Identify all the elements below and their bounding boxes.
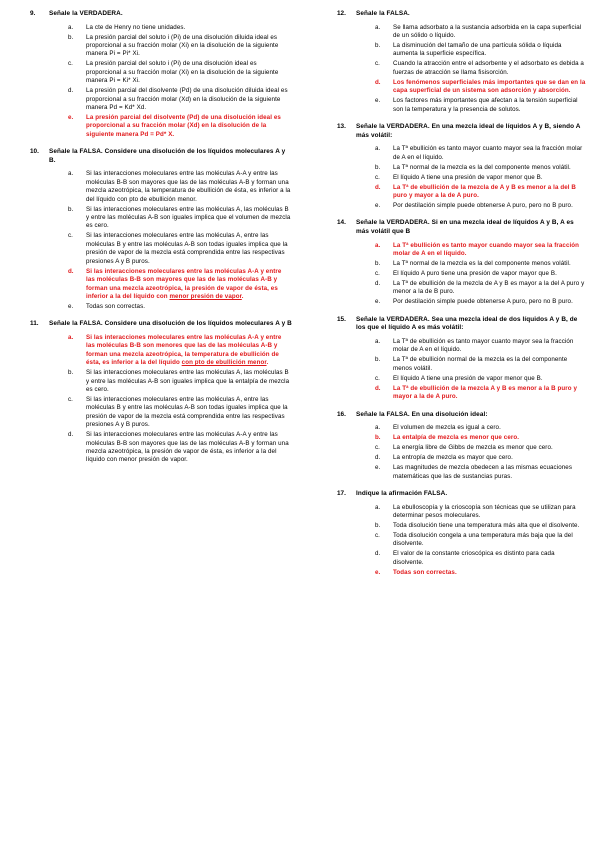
question-stem-row	[337, 123, 587, 140]
option-text-main: La Tª ebullición es tanto mayor cuando mayor sea la fracción molar de A en el líquido.	[393, 241, 580, 258]
answer-option	[337, 24, 587, 41]
option-text	[393, 280, 587, 297]
option-text	[86, 334, 292, 368]
option-text-main: La Tª de ebullición de la mezcla A y B es menor a la B puro y mayor a la de A puro.	[393, 384, 577, 401]
option-text-underlined: con pto de ebullición menor	[181, 359, 267, 367]
option-text	[393, 79, 587, 96]
option-text	[393, 260, 587, 268]
option-letter: e.	[375, 298, 381, 306]
option-text	[393, 164, 587, 172]
option-text	[393, 434, 587, 442]
answer-option	[337, 550, 587, 567]
answer-option-highlighted	[30, 114, 292, 139]
option-text	[393, 338, 587, 355]
option-text-main: La entropía de mezcla es mayor que cero.	[393, 454, 513, 462]
answer-option	[337, 464, 587, 481]
option-text	[393, 532, 587, 549]
option-text-main: El líquido A tiene una presión de vapor menor que B.	[393, 374, 543, 382]
answer-option	[30, 232, 292, 266]
question-stem-row	[337, 490, 587, 499]
option-text-main: La Tª de ebullición de la mezcla de A y B es menor a la del B puro y mayor a la de A puro.	[393, 183, 576, 200]
question-number: 12.	[337, 10, 346, 17]
question-stem-row	[337, 10, 587, 19]
option-letter: a.	[375, 241, 381, 249]
option-letter: a.	[375, 424, 381, 432]
option-text-main: Si las interacciones moleculares entre las moléculas A, las moléculas B y entre las moléculas A-B son iguales implica que la entalpía de mezcla es cero.	[86, 369, 290, 393]
option-text	[393, 522, 587, 530]
option-text	[393, 454, 587, 462]
option-letter: d.	[375, 183, 381, 191]
answer-option	[30, 24, 292, 32]
answer-option	[30, 206, 292, 231]
option-text	[86, 34, 292, 59]
option-text	[393, 184, 587, 201]
option-letter: c.	[375, 270, 380, 278]
option-text	[393, 270, 587, 278]
question-stem: Señale la FALSA.	[356, 10, 410, 17]
question-stem-row	[337, 411, 587, 420]
option-letter: d.	[375, 78, 381, 86]
option-text	[393, 298, 587, 306]
answer-option	[337, 270, 587, 278]
answer-option	[337, 145, 587, 162]
answer-option-highlighted	[337, 385, 587, 402]
option-text	[393, 174, 587, 182]
answer-option	[337, 97, 587, 114]
option-text-main: El valor de la constante crioscópica es distinto para cada disolvente.	[393, 550, 555, 566]
option-letter: c.	[375, 173, 380, 181]
option-letter: d.	[375, 280, 381, 288]
answer-option	[337, 356, 587, 373]
answer-option-highlighted	[30, 268, 292, 302]
answer-option	[337, 298, 587, 306]
option-letter: b.	[375, 260, 381, 268]
option-letter: b.	[375, 434, 381, 442]
question-block	[337, 316, 587, 402]
answer-option	[30, 369, 292, 394]
option-text-main: La presión parcial del soluto i (Pi) de una disolución diluida ideal es proporcional a su fracción molar (Xi) en la disolución de la siguiente manera Pi = Pi* Xi.	[86, 33, 279, 58]
question-number: 13.	[337, 123, 346, 131]
option-letter: b.	[68, 33, 74, 41]
answer-option	[337, 504, 587, 521]
answer-option-highlighted	[337, 434, 587, 442]
option-text-main: Si las interacciones moleculares entre las moléculas A-A y entre las moléculas B-B son mayores que las de las moléculas A-B y forman una mezcla azeotrópica, la presión de vapor de ésta, es inferior a la del líquido con	[86, 267, 282, 300]
option-text-main: La Tª normal de la mezcla es la del componente menos volátil.	[393, 163, 571, 171]
question-stem: Señale la VERDADERA. En una mezcla ideal de líquidos A y B, siendo A más volátil:	[356, 123, 581, 139]
answer-option	[337, 164, 587, 172]
option-text	[86, 431, 292, 465]
answer-option	[337, 444, 587, 452]
answer-option	[337, 174, 587, 182]
option-letter: d.	[68, 87, 74, 95]
option-text-main: La presión parcial del soluto i (Pi) de una disolución ideal es proporcional a su fracción molar (Xi) en la disolución de la siguiente manera Pi = Ki* Xi.	[86, 60, 279, 85]
option-text	[86, 114, 292, 139]
option-text	[86, 396, 292, 430]
question-number: 9.	[30, 10, 36, 17]
question-block	[30, 320, 292, 464]
answer-option	[337, 375, 587, 383]
question-block	[30, 148, 292, 311]
option-letter: e.	[375, 568, 381, 576]
answer-option	[337, 338, 587, 355]
option-letter: c.	[68, 395, 73, 403]
option-text-main: La Tª de ebullición es tanto mayor cuanto mayor sea la fracción molar de A en el líquido.	[393, 338, 574, 354]
option-letter: d.	[375, 550, 381, 558]
option-text	[86, 232, 292, 266]
option-text-main: La presión parcial del disolvente (Pd) de una disolución ideal es proporcional a su fracción molar (Xd) en la disolución de la siguiente manera Pd = Pd* X.	[86, 114, 281, 138]
answer-option	[30, 170, 292, 204]
option-text-main: La Tª ebullición es tanto mayor cuanto mayor sea la fracción molar de A en el líquido.	[393, 145, 583, 161]
option-text-main: La energía libre de Gibbs de mezcla es menor que cero.	[393, 444, 553, 452]
option-letter: a.	[375, 23, 381, 31]
option-letter: e.	[68, 302, 74, 310]
answer-option-highlighted	[337, 79, 587, 96]
option-letter: a.	[375, 145, 381, 153]
option-letter: c.	[375, 60, 380, 68]
question-block	[337, 490, 587, 577]
right-column	[337, 10, 587, 586]
option-text	[393, 569, 587, 577]
option-text-main: La presión parcial del disolvente (Pd) de una disolución diluida ideal es proporcional a su fracción molar (Xd) en la disolución de la siguiente manera Pd = Kd* Xd.	[86, 87, 288, 112]
option-text-main: Toda disolución tiene una temperatura más alta que el disolvente.	[393, 522, 580, 530]
answer-option	[30, 34, 292, 59]
question-number: 10.	[30, 148, 39, 156]
option-text-main: El líquido A tiene una presión de vapor menor que B.	[393, 173, 543, 181]
answer-option	[337, 280, 587, 297]
option-text	[393, 385, 587, 402]
option-text-main: La disminución del tamaño de una partícula sólida o líquida aumenta la superficie específica.	[393, 42, 562, 58]
answer-option	[337, 522, 587, 530]
option-text	[393, 202, 587, 210]
option-text-main: El líquido A puro tiene una presión de vapor mayor que B.	[393, 270, 557, 278]
option-text-main: Cuando la atracción entre el adsorbente y el adsorbato es debida a fuerzas de atracción se llama fisisorción.	[393, 60, 584, 76]
option-text-main: Toda disolución congela a una temperatura más baja que la del disolvente.	[393, 532, 573, 548]
option-text	[86, 170, 292, 204]
answer-option	[30, 303, 292, 311]
option-text-main: Todas son correctas.	[393, 568, 457, 576]
question-block	[30, 10, 292, 139]
option-text	[393, 97, 587, 114]
option-text-main: La Tª de ebullición de la mezcla de A y B es mayor a la del A puro y menor a la de B puro.	[393, 280, 585, 296]
option-text	[393, 42, 587, 59]
option-letter: a.	[375, 503, 381, 511]
option-text	[86, 206, 292, 231]
option-text-end: .	[266, 359, 269, 367]
option-letter: a.	[375, 338, 381, 346]
option-text	[393, 375, 587, 383]
option-text-main: Si las interacciones moleculares entre las moléculas A-A y entre las moléculas B-B son menores que las de las moléculas A-B y forman una mezcla azeotrópica, la temperatura de ebullición de ésta, es inferior a la del líquido	[86, 333, 282, 367]
question-stem-row	[337, 219, 587, 236]
answer-option-highlighted	[337, 184, 587, 201]
answer-option	[337, 454, 587, 462]
answer-option	[30, 60, 292, 85]
option-text-main: La ebulloscopía y la crioscopía son técnicas que se utilizan para determinar pesos moleculares.	[393, 503, 576, 520]
option-letter: c.	[68, 232, 73, 240]
option-text	[86, 369, 292, 394]
option-text	[393, 356, 587, 373]
left-column	[30, 10, 292, 474]
question-stem-row	[30, 10, 292, 19]
answer-option-highlighted	[337, 242, 587, 259]
option-letter: b.	[375, 522, 381, 530]
option-text	[86, 303, 292, 311]
option-letter: d.	[375, 384, 381, 392]
option-text-main: Por destilación simple puede obtenerse A puro, pero no B puro.	[393, 202, 573, 210]
option-letter: e.	[375, 464, 381, 472]
option-text-underlined: menor presión de vapor	[169, 292, 242, 300]
option-text	[393, 60, 587, 77]
option-text	[393, 424, 587, 432]
question-number: 14.	[337, 219, 346, 227]
question-stem-row	[30, 148, 292, 165]
option-text	[393, 24, 587, 41]
option-text-main: El volumen de mezcla es igual a cero.	[393, 424, 501, 432]
answer-option	[337, 202, 587, 210]
option-letter: e.	[375, 202, 381, 210]
option-letter: b.	[375, 356, 381, 364]
answer-option-highlighted	[337, 569, 587, 577]
option-text	[393, 242, 587, 259]
option-text-main: Las magnitudes de mezcla obedecen a las mismas ecuaciones matemáticas que las de sustancias puras.	[393, 464, 573, 480]
option-text-main: Los fenómenos superficiales más importantes que se dan en la capa superficial de un sistema son adsorción y absorción.	[393, 78, 586, 95]
option-text	[393, 504, 587, 521]
option-letter: c.	[375, 444, 380, 452]
option-text-main: Si las interacciones moleculares entre las moléculas A, entre las moléculas B y entre las moléculas A-B son todas iguales implica que la presión de vapor de la mezcla está comprendida entre las respectivas presiones A y B puros.	[86, 232, 288, 265]
option-letter: d.	[68, 267, 74, 275]
question-stem: Señale la FALSA. En una disolución ideal:	[356, 410, 488, 418]
option-text-main: La entalpía de mezcla es menor que cero.	[393, 434, 520, 442]
question-stem: Señale la FALSA. Considere una disolución de los líquidos moleculares A y B	[49, 320, 292, 328]
option-letter: a.	[68, 170, 74, 178]
option-letter: c.	[375, 374, 380, 382]
option-text-main: La Tª normal de la mezcla es la del componente menos volátil.	[393, 260, 571, 268]
option-text-main: Si las interacciones moleculares entre las moléculas A, las moléculas B y entre las moléculas A-B son iguales implica que el volumen de mezcla es cero.	[86, 205, 291, 230]
option-text-main: La Tª de ebullición normal de la mezcla es la del componente menos volátil.	[393, 356, 568, 372]
answer-option	[30, 87, 292, 112]
option-text	[393, 444, 587, 452]
option-text-main: La cte de Henry no tiene unidades.	[86, 23, 186, 31]
option-text-main: Todas son correctas.	[86, 302, 146, 310]
answer-option	[337, 42, 587, 59]
question-number: 16.	[337, 410, 346, 418]
option-text	[393, 550, 587, 567]
question-block	[337, 219, 587, 306]
question-stem: Señale la VERDADERA.	[49, 10, 123, 17]
answer-option	[30, 431, 292, 465]
question-stem: Señale la FALSA. Considere una disolución de los líquidos moleculares A y B.	[49, 148, 286, 164]
option-text-main: Si las interacciones moleculares entre las moléculas A, entre las moléculas B y entre las moléculas A-B son todas iguales implica que la presión de vapor de la mezcla está comprendida entre las respectivas presiones A y B puros.	[86, 395, 288, 429]
option-letter: c.	[375, 532, 380, 540]
option-letter: b.	[375, 42, 381, 49]
option-text-main: Los factores más importantes que afectan a la tensión superficial son la temperatura y la presencia de solutos.	[393, 97, 578, 113]
option-letter: c.	[68, 60, 73, 68]
question-block	[337, 123, 587, 210]
option-text	[86, 60, 292, 85]
option-text	[86, 24, 292, 32]
question-stem: Indique la afirmación FALSA.	[356, 490, 448, 498]
question-block	[337, 411, 587, 481]
question-stem: Señale la VERDADERA. Si en una mezcla ideal de líquidos A y B, A es más volátil que B	[356, 219, 574, 236]
answer-option-highlighted	[30, 334, 292, 368]
answer-option	[30, 396, 292, 430]
option-letter: e.	[375, 97, 381, 105]
option-letter: b.	[375, 163, 381, 171]
option-text	[86, 87, 292, 112]
answer-option	[337, 60, 587, 77]
question-stem: Señale la VERDADERA. Sea una mezcla ideal de dos líquidos A y B, de los que el líquido A es más volátil:	[356, 315, 578, 332]
answer-option	[337, 532, 587, 549]
answer-option	[337, 260, 587, 268]
question-number: 11.	[30, 320, 39, 328]
question-number: 17.	[337, 490, 346, 498]
question-stem-row	[30, 320, 292, 329]
option-text-main: Se llama adsorbato a la sustancia adsorbida en la capa superficial de un sólido o líquido.	[393, 23, 582, 39]
option-letter: d.	[68, 431, 74, 439]
option-text	[86, 268, 292, 302]
question-block	[337, 10, 587, 114]
option-text	[393, 464, 587, 481]
question-number: 15.	[337, 315, 346, 323]
question-stem-row	[337, 316, 587, 333]
option-letter: a.	[68, 23, 74, 31]
option-letter: d.	[375, 454, 381, 462]
option-letter: e.	[68, 114, 74, 122]
option-letter: b.	[68, 369, 74, 377]
option-letter: b.	[68, 205, 74, 213]
answer-option	[337, 424, 587, 432]
option-text-main: Si las interacciones moleculares entre las moléculas A-A y entre las moléculas B-B son mayores que las de las moléculas A-B y forman una mezcla azeotrópica, la presión de vapor de ésta, es inferior a la del líquido con menor presión de vapor.	[86, 431, 289, 464]
option-text-main: Por destilación simple puede obtenerse A puro, pero no B puro.	[393, 298, 573, 306]
option-letter: a.	[68, 333, 74, 341]
option-text	[393, 145, 587, 162]
option-text-main: Si las interacciones moleculares entre las moléculas A-A y entre las moléculas B-B son mayores que las de las moléculas A-B y forman una mezcla azeotrópica, la temperatura de ebullición de ésta, es inferior a la del líquido con pto de ebullición menor.	[86, 170, 291, 203]
option-text-end: .	[241, 292, 244, 300]
